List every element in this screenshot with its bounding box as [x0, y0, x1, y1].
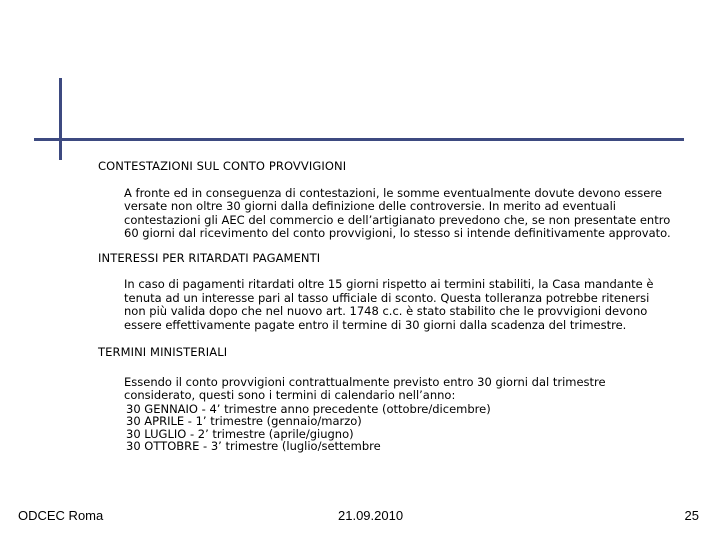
- page-number: 25: [684, 508, 699, 523]
- deadline-item: 30 APRILE - 1’ trimestre (gennaio/marzo): [126, 414, 362, 428]
- decorative-vertical-line: [59, 78, 62, 160]
- deadlines-list: [98, 403, 708, 453]
- section-heading-termini: TERMINI MINISTERIALI: [98, 345, 228, 359]
- deadline-item: 30 GENNAIO - 4’ trimestre anno precedente (ottobre/dicembre): [126, 401, 491, 416]
- footer-organization: ODCEC Roma: [18, 508, 104, 523]
- section-text-contestazioni: A fronte ed in conseguenza di contestazioni, le somme eventualmente dovute devono essere versate non oltre 30 giorni dalla definizione delle controversie. In merito ad eventuali contestazioni gli AEC del commercio e dell’artigianato prevedono che, se non presentate entro 60 giorni dal ricevimento del conto provvigioni, lo stesso si intende definitivamente approvato.: [124, 185, 671, 240]
- section-text-interessi: In caso di pagamenti ritardati oltre 15 giorni rispetto ai termini stabiliti, la Casa mandante è tenuta ad un interesse pari al tasso ufficiale di sconto. Questa tolleranza potrebbe ritenersi non più valida dopo che nel nuovo art. 1748 c.c. è stato stabilito che le provvigioni devono essere effettivamente pagate entro il termine di 30 giorni dalla scadenza del trimestre.: [124, 277, 654, 332]
- footer-date: 21.09.2010: [338, 508, 404, 523]
- section-heading-interessi: INTERESSI PER RITARDATI PAGAMENTI: [98, 250, 321, 265]
- section-heading-contestazioni: CONTESTAZIONI SUL CONTO PROVVIGIONI: [98, 159, 347, 173]
- decorative-horizontal-line: [34, 138, 684, 141]
- deadline-item: 30 OTTOBRE - 3’ trimestre (luglio/settembre: [126, 439, 381, 453]
- slide-body: [98, 160, 708, 453]
- section-text-termini: Essendo il conto provvigioni contrattualmente previsto entro 30 giorni dal trimestre considerato, questi sono i termini di calendario nell’anno:: [124, 374, 606, 402]
- deadline-item: 30 LUGLIO - 2’ trimestre (aprile/giugno): [126, 426, 354, 441]
